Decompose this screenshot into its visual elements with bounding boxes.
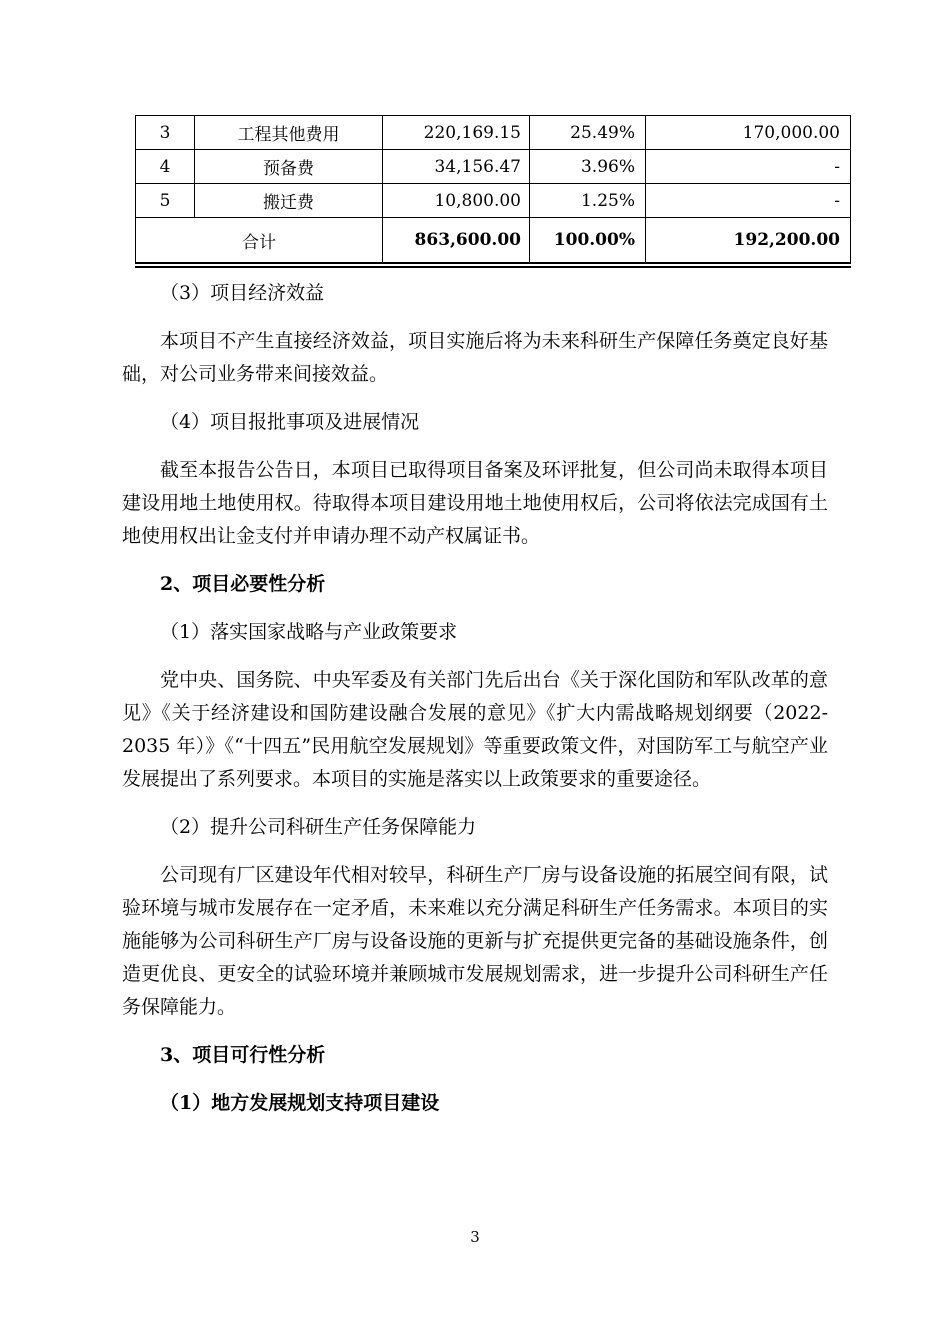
table-row: [136, 184, 851, 218]
heading-necessity-analysis: 2、项目必要性分析: [160, 573, 326, 595]
cell-item-name: 搬迁费: [195, 184, 383, 218]
table-total-row: [136, 218, 851, 266]
subheading-approval-progress: （4）项目报批事项及进展情况: [160, 411, 420, 433]
table-row: [136, 116, 851, 150]
page-number: 3: [470, 1228, 480, 1246]
cell-amount: 220,169.15: [383, 116, 530, 150]
cell-percent: 3.96%: [530, 150, 646, 184]
cell-item-name: 预备费: [195, 150, 383, 184]
cost-breakdown-table: [135, 115, 851, 268]
subheading-capability-improvement: （2）提升公司科研生产任务保障能力: [160, 816, 477, 838]
table-row: [136, 150, 851, 184]
paragraph-capability-improvement: 公司现有厂区建设年代相对较早，科研生产厂房与设备设施的拓展空间有限，试验环境与城市发展存在一定矛盾，未来难以充分满足科研生产任务需求。本项目的实施能够为公司科研生产厂房与设备设施的更新与扩充提供更完备的基础设施条件，创造更优良、更安全的试验环境并兼顾城市发展规划需求，进一步提升公司科研生产任务保障能力。: [122, 864, 828, 1018]
cell-row-number: 5: [136, 184, 195, 218]
cell-percent: 25.49%: [530, 116, 646, 150]
subheading-local-planning-support: （1）地方发展规划支持项目建设: [160, 1092, 440, 1114]
cell-percent: 1.25%: [530, 184, 646, 218]
cell-other-amount: -: [646, 184, 851, 218]
cell-row-number: 3: [136, 116, 195, 150]
cell-total-other: 192,200.00: [646, 218, 851, 266]
cell-total-amount: 863,600.00: [383, 218, 530, 266]
cell-other-amount: 170,000.00: [646, 116, 851, 150]
cell-amount: 10,800.00: [383, 184, 530, 218]
paragraph-economic-benefit: 本项目不产生直接经济效益，项目实施后将为未来科研生产保障任务奠定良好基础，对公司业务带来间接效益。: [122, 330, 828, 385]
cell-total-percent: 100.00%: [530, 218, 646, 266]
document-body: [122, 115, 840, 1120]
paragraph-approval-progress: 截至本报告公告日，本项目已取得项目备案及环评批复，但公司尚未取得本项目建设用地土地使用权。待取得本项目建设用地土地使用权后，公司将依法完成国有土地使用权出让金支付并申请办理不动产权属证书。: [122, 459, 828, 547]
cell-total-label: 合计: [136, 218, 383, 266]
paragraph-national-strategy: 党中央、国务院、中央军委及有关部门先后出台《关于深化国防和军队改革的意见》《关于经济建设和国防建设融合发展的意见》《扩大内需战略规划纲要（2022-2035 年）》《“十四五”民用航空发展规划》等重要政策文件，对国防军工与航空产业发展提出了系列要求。本项目的实施是落实以上政策要求的重要途径。: [122, 669, 828, 790]
subheading-economic-benefit: （3）项目经济效益: [160, 282, 325, 304]
subheading-national-strategy: （1）落实国家战略与产业政策要求: [160, 621, 458, 643]
heading-feasibility-analysis: 3、项目可行性分析: [160, 1044, 326, 1066]
cell-amount: 34,156.47: [383, 150, 530, 184]
cell-other-amount: -: [646, 150, 851, 184]
cell-item-name: 工程其他费用: [195, 116, 383, 150]
cell-row-number: 4: [136, 150, 195, 184]
